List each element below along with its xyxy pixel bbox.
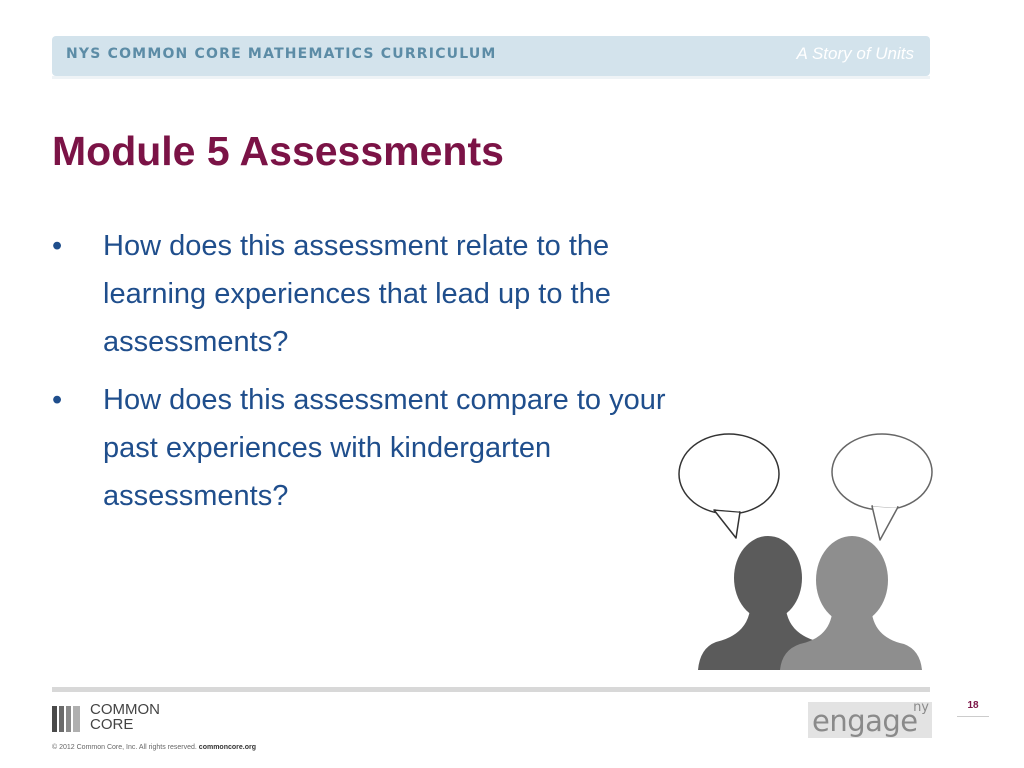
page-title: Module 5 Assessments: [52, 128, 504, 174]
header-bar: [52, 36, 930, 76]
person-silhouette-icon: [780, 536, 922, 670]
bullet-icon: •: [52, 384, 63, 416]
bullet-list: [52, 222, 672, 530]
discussion-illustration: [676, 430, 936, 670]
bullet-item: [52, 376, 672, 520]
speech-bubble-icon: [832, 434, 932, 540]
copyright-notice: © 2012 Common Core, Inc. All rights reserved. commoncore.org: [52, 744, 256, 751]
speech-bubble-icon: [679, 434, 779, 538]
bullet-text: How does this assessment compare to your past experiences with kindergarten assessments?: [103, 384, 666, 512]
story-title: A Story of Units: [796, 44, 914, 63]
curriculum-title: NYS COMMON CORE MATHEMATICS CURRICULUM: [66, 46, 497, 62]
common-core-logo-icon: [52, 706, 82, 732]
bullet-text: How does this assessment relate to the learning experiences that lead up to the assessments?: [103, 230, 611, 358]
bullet-icon: •: [52, 230, 63, 262]
header-divider: [52, 76, 930, 79]
copyright-link[interactable]: commoncore.org: [198, 744, 256, 751]
page-number: 18: [967, 700, 979, 711]
bullet-item: [52, 222, 672, 366]
page-number-underline: [957, 716, 989, 717]
common-core-logo-text: COMMON CORE: [90, 701, 160, 733]
footer-divider: [52, 687, 930, 692]
engageny-logo: engage ny: [808, 702, 932, 738]
